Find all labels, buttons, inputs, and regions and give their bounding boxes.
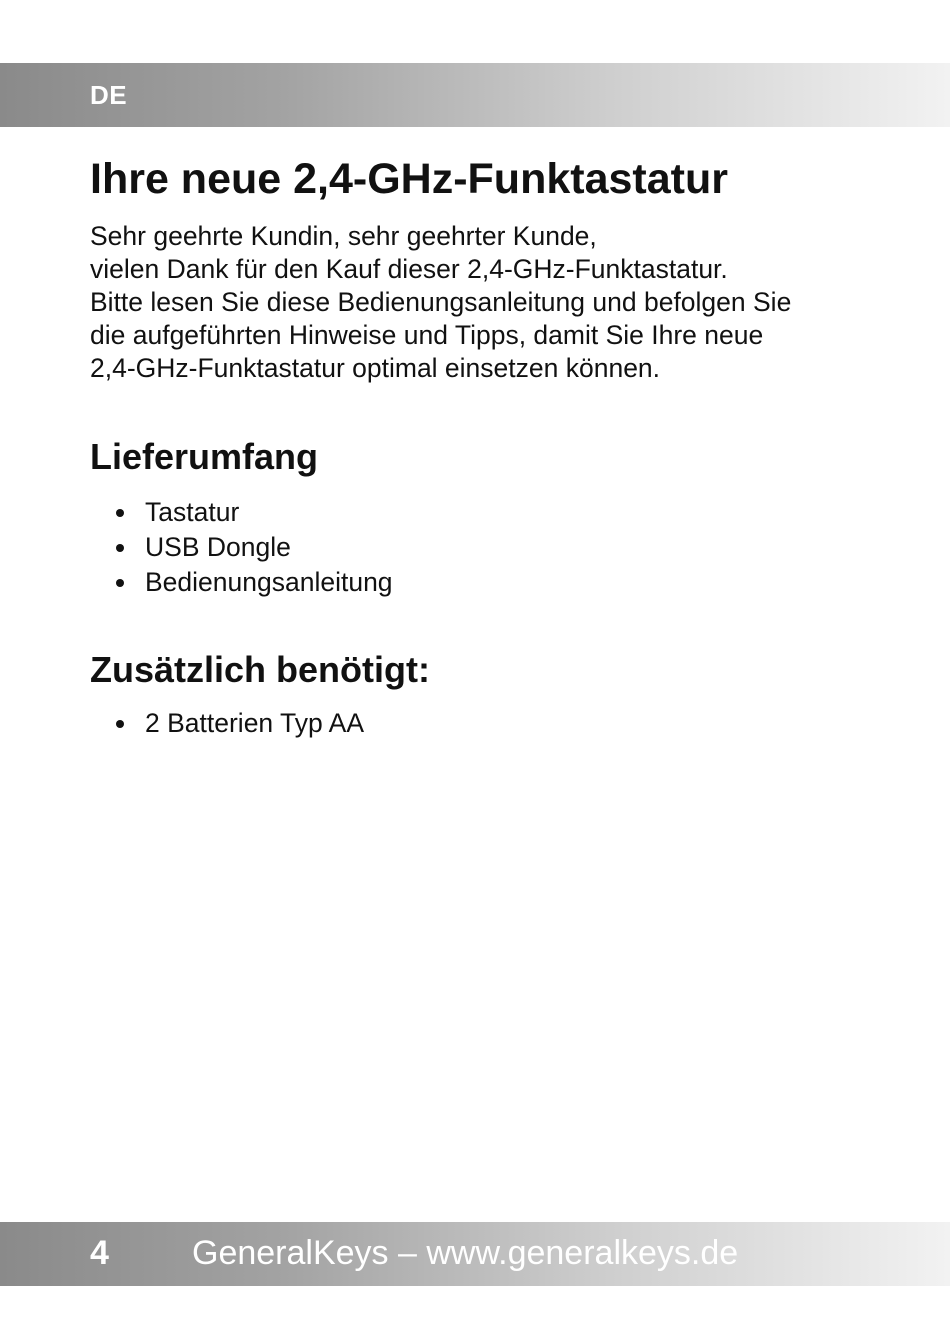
required-list (116, 706, 364, 741)
language-tag: DE (90, 80, 128, 110)
bullet-icon (116, 509, 124, 517)
scope-heading: Lieferumfang (90, 436, 319, 477)
bullet-icon (116, 544, 124, 552)
header-band (0, 63, 950, 127)
scope-list (116, 495, 393, 600)
intro-paragraph (90, 220, 890, 385)
list-item (116, 530, 393, 565)
list-item-text: 2 Batterien Typ AA (145, 708, 365, 738)
required-heading: Zusätzlich benötigt: (90, 649, 430, 690)
page-title: Ihre neue 2,4-GHz-Funktastatur (90, 155, 728, 203)
intro-line: 2,4-GHz-Funktastatur optimal einsetzen können. (90, 353, 661, 383)
intro-line: die aufgeführten Hinweise und Tipps, damit Sie Ihre neue (90, 320, 764, 350)
list-item (116, 495, 393, 530)
bullet-icon (116, 720, 124, 728)
page-number: 4 (90, 1234, 109, 1272)
list-item-text: USB Dongle (145, 532, 291, 562)
list-item (116, 706, 364, 741)
intro-line: vielen Dank für den Kauf dieser 2,4-GHz-Funktastatur. (90, 254, 728, 284)
intro-line: Sehr geehrte Kundin, sehr geehrter Kunde, (90, 221, 597, 251)
list-item (116, 565, 393, 600)
list-item-text: Bedienungsanleitung (145, 567, 393, 597)
footer-brand-url: GeneralKeys – www.generalkeys.de (192, 1234, 739, 1272)
intro-line: Bitte lesen Sie diese Bedienungsanleitung und befolgen Sie (90, 287, 792, 317)
list-item-text: Tastatur (145, 497, 240, 527)
bullet-icon (116, 579, 124, 587)
